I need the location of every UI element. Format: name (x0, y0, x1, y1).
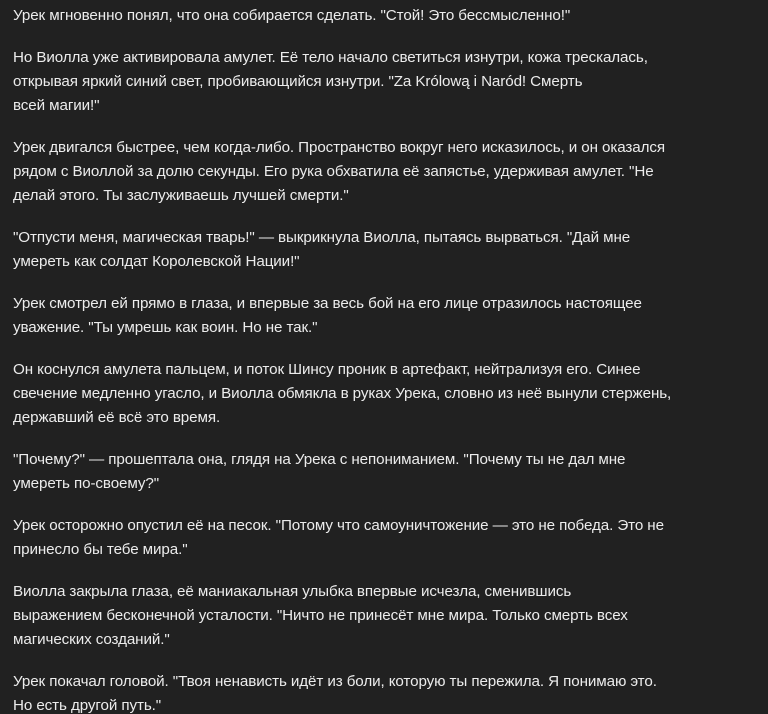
story-paragraph-5: Урек смотрел ей прямо в глаза, и впервые за весь бой на его лице отразилось настоящее уважение. "Ты умрешь как воин. Но не так." (13, 295, 642, 336)
story-paragraph-2: Но Виолла уже активировала амулет. Её тело начало светиться изнутри, кожа трескалась, открывая яркий синий свет, пробивающийся изнутри. "Za Królową i Naród! Смерть всей магии!" (13, 49, 648, 114)
story-paragraph-10: Урек покачал головой. "Твоя ненависть идёт из боли, которую ты пережила. Я понимаю это. Но есть другой путь." (13, 673, 657, 714)
story-paragraph-8: Урек осторожно опустил её на песок. "Потому что самоуничтожение — это не победа. Это не принесло бы тебе мира." (13, 517, 664, 558)
story-paragraph-4: "Отпусти меня, магическая тварь!" — выкрикнула Виолла, пытаясь вырваться. "Дай мне умереть как солдат Королевской Нации!" (13, 229, 631, 270)
story-paragraph-7: "Почему?" — прошептала она, глядя на Урека с непониманием. "Почему ты не дал мне умереть по-своему?" (13, 451, 626, 492)
story-paragraph-1: Урек мгновенно понял, что она собирается сделать. "Стой! Это бессмысленно!" (13, 7, 571, 24)
story-paragraph-3: Урек двигался быстрее, чем когда-либо. Пространство вокруг него исказилось, и он оказался рядом с Виоллой за долю секунды. Его рука обхватила её запястье, удерживая амулет. "Не делай этого. Ты заслуживаешь лучшей смерти." (13, 139, 665, 204)
story-paragraph-9: Виолла закрыла глаза, её маниакальная улыбка впервые исчезла, сменившись выражением бесконечной усталости. "Ничто не принесёт мне мира. Только смерть всех магических созданий." (13, 583, 628, 648)
story-paragraph-6: Он коснулся амулета пальцем, и поток Шинсу проник в артефакт, нейтрализуя его. Синее свечение медленно угасло, и Виолла обмякла в руках Урека, словно из неё вынули стержень, державший её всё это время. (13, 361, 672, 426)
